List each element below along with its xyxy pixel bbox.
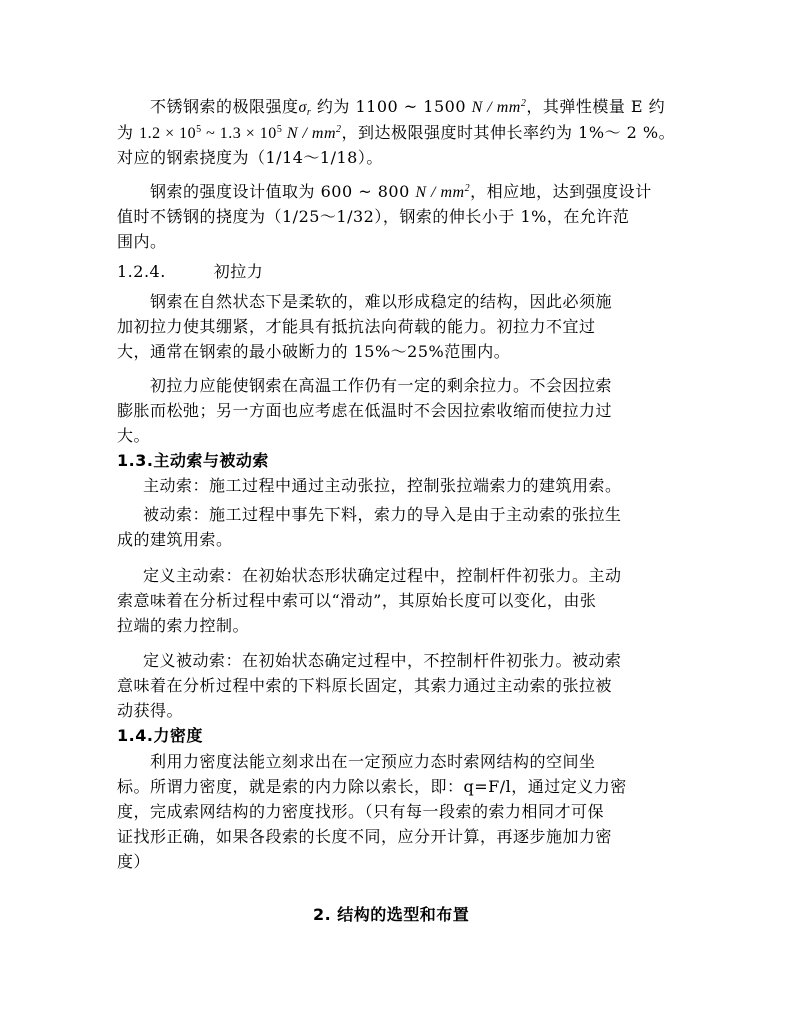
para-ultimate-strength-line-1 (150, 97, 665, 118)
range-separator: ~ (201, 125, 220, 142)
para-design-strength-line-1 (150, 182, 652, 203)
force-density-line-5: 度） (117, 852, 151, 871)
exponent: 5 (276, 124, 283, 135)
unit-superscript: 2 (520, 98, 527, 109)
force-density-line-4: 证找形正确，如果各段索的长度不同，应分开计算，再逐步施加力密 (117, 827, 613, 846)
text-span: ，相应地，达到强度设计 (470, 182, 652, 201)
para-temperature-line-1: 初拉力应能使钢索在高温工作仍有一定的剩余拉力。不会因拉索 (150, 376, 613, 395)
para-design-strength-line-2: 值时不锈钢的挠度为（1/25～1/32），钢索的伸长小于 1%，在允许范 (117, 207, 630, 226)
para-ultimate-strength-line-2 (117, 123, 675, 144)
define-active-line-2: 索意味着在分析过程中索可以“滑动”，其原始长度可以变化，由张 (117, 591, 597, 610)
para-design-strength-line-3: 围内。 (117, 232, 167, 251)
para-pretension-line-3: 大，通常在钢索的最小破断力的 15%～25%范围内。 (117, 342, 511, 361)
define-active-line-3: 拉端的索力控制。 (117, 616, 250, 635)
para-temperature-line-3: 大。 (117, 426, 151, 445)
text-span: 不锈钢索的极限强度 (150, 97, 299, 116)
define-passive-line-1: 定义被动索：在初始状态确定过程中，不控制杆件初张力。被动索 (143, 651, 622, 670)
section-heading-2: 2. 结构的选型和布置 (313, 905, 470, 924)
define-passive-line-3: 动获得。 (117, 701, 184, 720)
unit-n-per-mm2 (282, 125, 341, 142)
passive-cable-definition-line-1: 被动索：施工过程中事先下料，索力的导入是由于主动索的张拉生 (143, 505, 622, 524)
section-heading-1-3: 1.3.主动索与被动索 (117, 451, 269, 470)
unit-n-per-mm2 (415, 184, 470, 201)
modulus-low: 1.2 × 10 (139, 125, 197, 142)
modulus-range (139, 125, 282, 142)
text-span: ，其弹性模量 E 约 (526, 97, 666, 116)
define-passive-line-2: 意味着在分析过程中索的下料原长固定，其索力通过主动索的张拉被 (117, 676, 613, 695)
force-density-line-2: 标。所谓力密度，就是索的内力除以索长，即：q=F/l，通过定义力密 (117, 777, 627, 796)
unit-n-per-mm2 (472, 99, 527, 116)
section-heading-1-2-4 (117, 262, 263, 282)
section-number: 1.2.4. (117, 262, 166, 281)
exponent: 5 (196, 124, 202, 135)
modulus-high: 1.3 × 10 (219, 125, 277, 142)
para-pretension-line-2: 加初拉力使其绷紧，才能具有抵抗法向荷载的能力。初拉力不宜过 (117, 317, 596, 336)
text-span: 约为 1100 ~ 1500 (311, 97, 472, 116)
para-ultimate-strength-line-3: 对应的钢索挠度为（1/14～1/18）。 (117, 148, 383, 167)
unit-text: N / mm (471, 99, 521, 116)
passive-cable-definition-line-2: 成的建筑用索。 (117, 530, 233, 549)
section-heading-1-4: 1.4.力密度 (117, 726, 203, 745)
sigma-char: σ (298, 99, 307, 116)
unit-text: N / mm (282, 125, 337, 142)
force-density-line-1: 利用力密度法能立刻求出在一定预应力态时索网结构的空间坐 (150, 752, 596, 771)
unit-superscript: 2 (336, 124, 342, 135)
text-span: ，到达极限强度时其伸长率约为 1%～ 2 %。 (341, 123, 676, 142)
unit-superscript: 2 (464, 183, 471, 194)
text-span: 钢索的强度设计值取为 600 ~ 800 (150, 182, 416, 201)
section-title: 初拉力 (213, 262, 264, 281)
unit-text: N / mm (415, 184, 465, 201)
sigma-symbol (299, 99, 312, 116)
para-temperature-line-2: 膨胀而松弛；另一方面也应考虑在低温时不会因拉索收缩而使拉力过 (117, 401, 613, 420)
para-pretension-line-1: 钢索在自然状态下是柔软的，难以形成稳定的结构，因此必须施 (150, 292, 613, 311)
force-density-line-3: 度，完成索网结构的力密度找形。（只有每一段索的索力相同才可保 (117, 802, 605, 821)
define-active-line-1: 定义主动索：在初始状态形状确定过程中，控制杆件初张力。主动 (143, 566, 622, 585)
sigma-subscript: r (306, 107, 312, 118)
text-span: 为 (117, 123, 140, 142)
active-cable-definition: 主动索：施工过程中通过主动张拉，控制张拉端索力的建筑用索。 (143, 476, 622, 495)
